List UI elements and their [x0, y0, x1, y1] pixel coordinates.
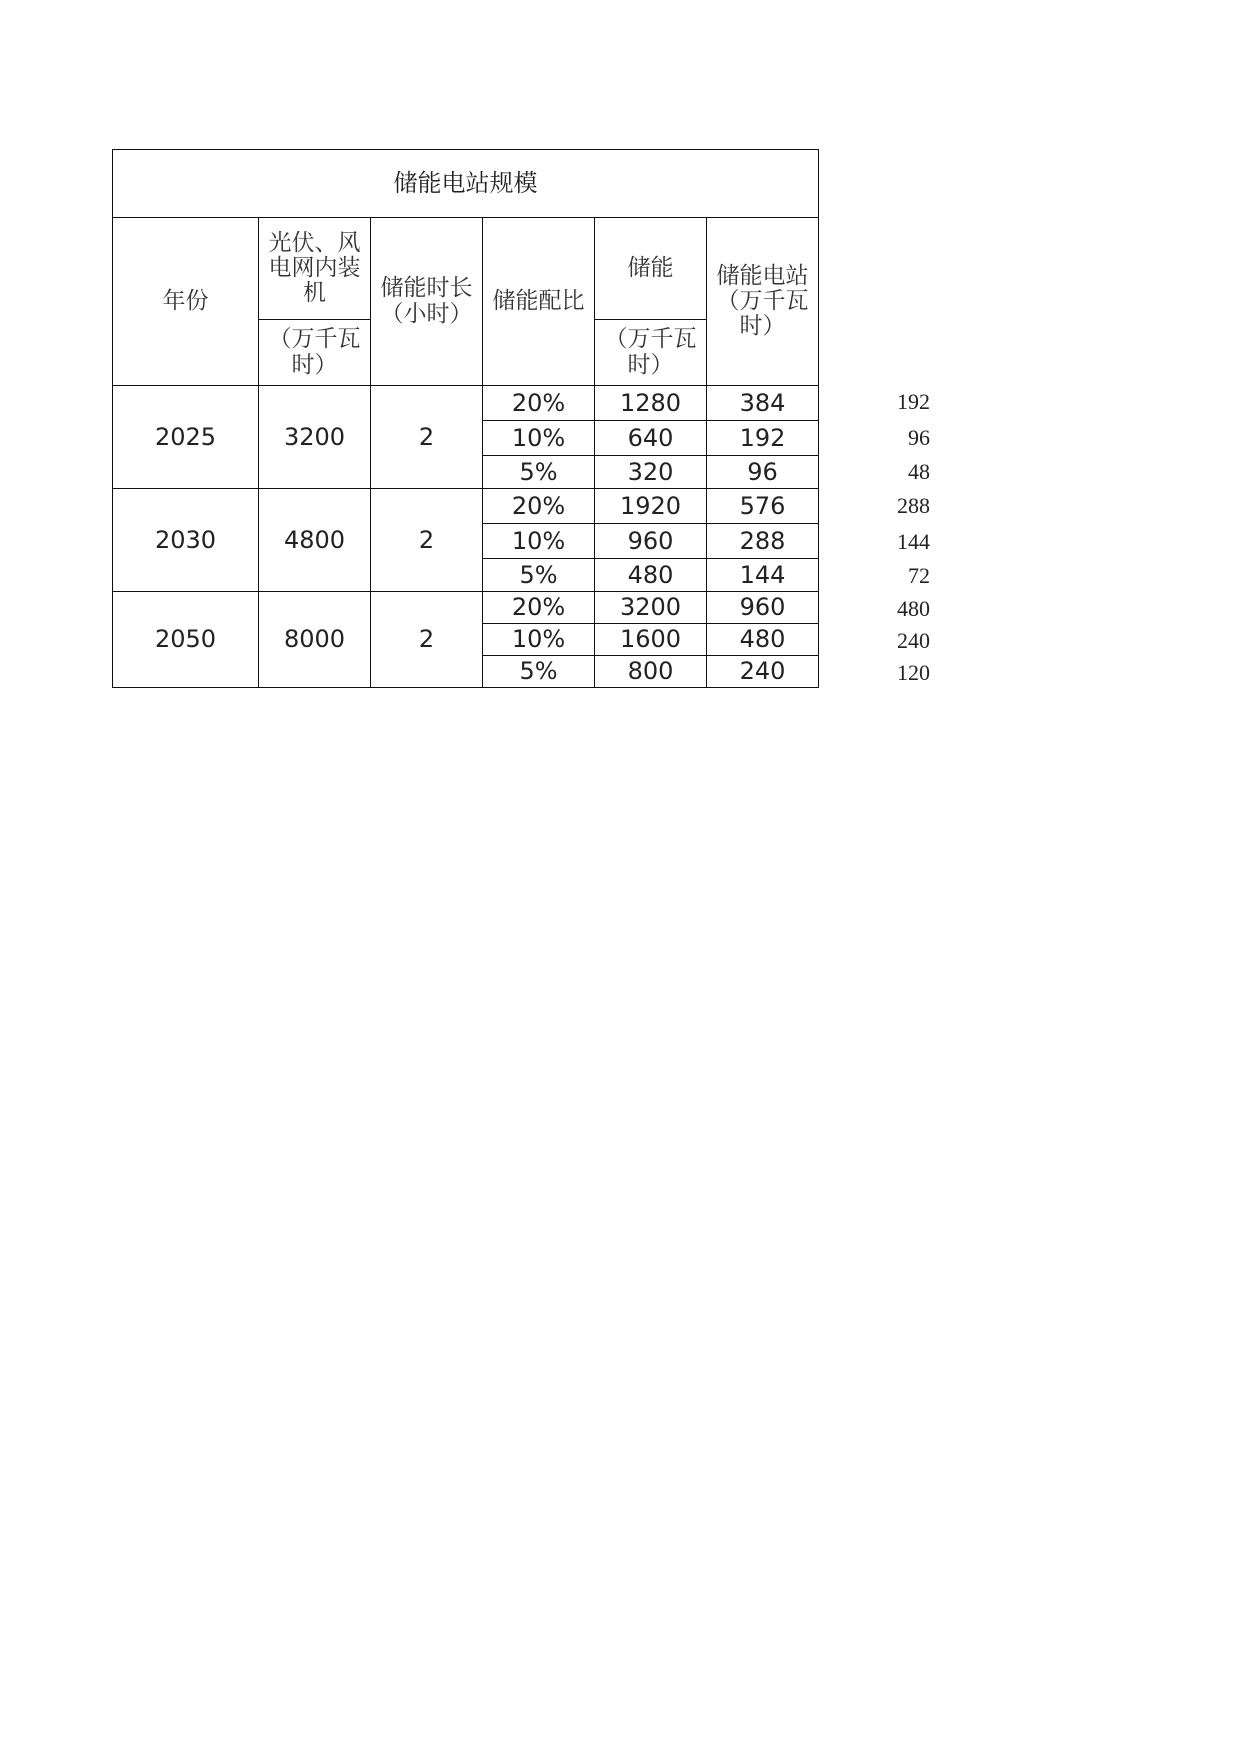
- station-cell: 960: [707, 592, 819, 624]
- storage-cell: 960: [595, 524, 707, 559]
- duration-cell: 2: [371, 592, 483, 688]
- ratio-cell: 5%: [483, 456, 595, 489]
- station-cell: 96: [707, 456, 819, 489]
- side-value: 48: [908, 459, 930, 484]
- station-cell: 384: [707, 386, 819, 421]
- storage-cell: 640: [595, 421, 707, 456]
- year-cell: 2030: [113, 489, 259, 592]
- ratio-cell: 5%: [483, 656, 595, 688]
- header-installed: 光伏、风电网内装机: [259, 218, 371, 320]
- storage-cell: 320: [595, 456, 707, 489]
- ratio-cell: 20%: [483, 592, 595, 624]
- side-value: 72: [908, 563, 930, 588]
- year-cell: 2050: [113, 592, 259, 688]
- header-storage-unit: （万千瓦时）: [595, 320, 707, 386]
- header-station: 储能电站（万千瓦时）: [707, 218, 819, 386]
- side-value: 120: [897, 660, 930, 685]
- ratio-cell: 10%: [483, 421, 595, 456]
- side-value: 288: [897, 493, 930, 518]
- storage-cell: 480: [595, 559, 707, 592]
- header-installed-unit: （万千瓦时）: [259, 320, 371, 386]
- station-cell: 240: [707, 656, 819, 688]
- installed-cell: 3200: [259, 386, 371, 489]
- installed-cell: 8000: [259, 592, 371, 688]
- duration-cell: 2: [371, 386, 483, 489]
- storage-scale-table: [112, 149, 819, 688]
- station-cell: 480: [707, 624, 819, 656]
- side-value: 96: [908, 425, 930, 450]
- side-value: 480: [897, 596, 930, 621]
- ratio-cell: 10%: [483, 524, 595, 559]
- header-duration: 储能时长（小时）: [371, 218, 483, 386]
- storage-cell: 1280: [595, 386, 707, 421]
- table-title: 储能电站规模: [113, 150, 819, 218]
- header-ratio: 储能配比: [483, 218, 595, 386]
- header-year: 年份: [113, 218, 259, 386]
- station-cell: 288: [707, 524, 819, 559]
- side-value: 240: [897, 628, 930, 653]
- station-cell: 192: [707, 421, 819, 456]
- ratio-cell: 5%: [483, 559, 595, 592]
- storage-cell: 3200: [595, 592, 707, 624]
- ratio-cell: 20%: [483, 489, 595, 524]
- storage-cell: 800: [595, 656, 707, 688]
- year-cell: 2025: [113, 386, 259, 489]
- storage-cell: 1600: [595, 624, 707, 656]
- ratio-cell: 10%: [483, 624, 595, 656]
- ratio-cell: 20%: [483, 386, 595, 421]
- side-value: 192: [897, 389, 930, 414]
- side-value: 144: [897, 529, 930, 554]
- header-storage: 储能: [595, 218, 707, 320]
- installed-cell: 4800: [259, 489, 371, 592]
- station-cell: 144: [707, 559, 819, 592]
- station-cell: 576: [707, 489, 819, 524]
- duration-cell: 2: [371, 489, 483, 592]
- storage-cell: 1920: [595, 489, 707, 524]
